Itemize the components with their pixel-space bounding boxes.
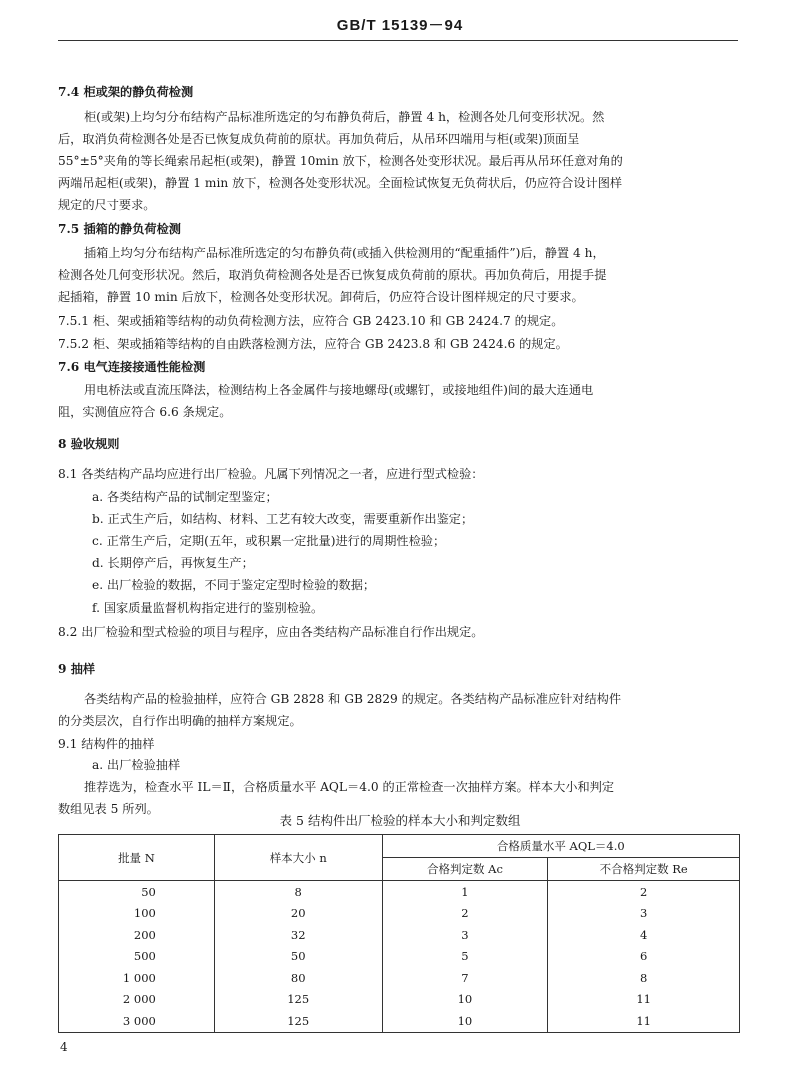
cell-sample-size: 20 (214, 903, 382, 925)
text-line: 8.2 出厂检验和型式检验的项目与程序，应由各类结构产品标准自行作出规定。 (58, 625, 484, 639)
text-line: a. 各类结构产品的试制定型鉴定； (92, 490, 278, 504)
header-sample-size: 样本大小 n (214, 835, 382, 881)
cell-ac: 7 (382, 967, 548, 989)
cell-batch: 50 (59, 881, 215, 903)
cell-re: 2 (548, 881, 740, 903)
table-row (59, 946, 740, 968)
header-re: 不合格判定数 Re (548, 858, 740, 881)
text-line: 规定的尺寸要求。 (58, 198, 156, 212)
header-aql: 合格质量水平 AQL＝4.0 (382, 835, 739, 858)
cell-sample-size: 50 (214, 946, 382, 968)
cell-batch: 500 (59, 946, 215, 968)
cell-batch: 100 (59, 903, 215, 925)
text-line: d. 长期停产后，再恢复生产； (92, 556, 254, 570)
section-heading: 7.6 电气连接接通性能检测 (58, 360, 206, 374)
section-heading: 9 抽样 (58, 662, 96, 676)
cell-sample-size: 125 (214, 989, 382, 1011)
text-line: a. 出厂检验抽样 (92, 758, 181, 772)
table-row (59, 903, 740, 925)
cell-batch: 2 000 (59, 989, 215, 1011)
cell-re: 11 (548, 1010, 740, 1032)
text-line: 9.1 结构件的抽样 (58, 737, 155, 751)
header-batch: 批量 N (59, 835, 215, 881)
text-line: 55°±5°夹角的等长绳索吊起柜(或架)，静置 10min 放下，检测各处变形状况。最后再从吊环任意对角的 (58, 154, 623, 168)
text-line: 插箱上均匀分布结构产品标准所选定的匀布静负荷(或插入供检测用的“配重插件”)后，静置 4 h， (84, 246, 605, 260)
text-line: 检测各处几何变形状况。然后，取消负荷检测各处是否已恢复成负荷前的原状。再加负荷后，用提手提 (58, 268, 607, 282)
text-line: c. 正常生产后，定期(五年，或积累一定批量)进行的周期性检验； (92, 534, 446, 548)
table-row (59, 924, 740, 946)
cell-re: 3 (548, 903, 740, 925)
text-line: 的分类层次，自行作出明确的抽样方案规定。 (58, 714, 302, 728)
cell-batch: 200 (59, 924, 215, 946)
table-caption: 表 5 结构件出厂检验的样本大小和判定数组 (279, 813, 521, 828)
text-line: e. 出厂检验的数据，不同于鉴定定型时检验的数据； (92, 578, 376, 592)
cell-ac: 1 (382, 881, 548, 903)
cell-re: 4 (548, 924, 740, 946)
text-line: f. 国家质量监督机构指定进行的鉴别检验。 (92, 601, 324, 615)
text-line: 两端吊起柜(或架)，静置 1 min 放下，检测各处变形状况。全面检试恢复无负荷状后，仍应符合设计图样 (58, 176, 623, 190)
cell-re: 11 (548, 989, 740, 1011)
text-line: 用电桥法或直流压降法，检测结构上各金属件与接地螺母(或螺钉，或接地组件)间的最大连通电 (84, 383, 594, 397)
table-row (59, 967, 740, 989)
section-heading: 7.5 插箱的静负荷检测 (58, 222, 181, 236)
cell-sample-size: 32 (214, 924, 382, 946)
cell-ac: 10 (382, 1010, 548, 1032)
text-line: 7.5.2 柜、架或插箱等结构的自由跌落检测方法，应符合 GB 2423.8 和 GB 2424.6 的规定。 (58, 337, 568, 351)
document-header: GB/T 15139－94 (336, 17, 464, 34)
table-row (59, 881, 740, 903)
section-heading: 8 验收规则 (58, 437, 120, 451)
cell-sample-size: 125 (214, 1010, 382, 1032)
text-line: 起插箱，静置 10 min 后放下，检测各处变形状况。卸荷后，仍应符合设计图样规定的尺寸要求。 (58, 290, 584, 304)
cell-ac: 2 (382, 903, 548, 925)
text-line: 柜(或架)上均匀分布结构产品标准所选定的匀布静负荷后，静置 4 h，检测各处几何变形状况。然 (84, 110, 605, 124)
text-line: 推荐选为，检查水平 IL＝Ⅱ，合格质量水平 AQL＝4.0 的正常检查一次抽样方案。样本大小和判定 (84, 780, 615, 794)
text-line: 后，取消负荷检测各处是否已恢复成负荷前的原状。再加负荷后，从吊环四端用与柜(或架)顶面呈 (58, 132, 580, 146)
text-line: 数组见表 5 所列。 (58, 802, 159, 816)
cell-sample-size: 8 (214, 881, 382, 903)
text-line: 7.5.1 柜、架或插箱等结构的动负荷检测方法，应符合 GB 2423.10 和 GB 2424.7 的规定。 (58, 314, 564, 328)
table-row (59, 989, 740, 1011)
cell-batch: 3 000 (59, 1010, 215, 1032)
table-row (59, 1010, 740, 1032)
sampling-table (58, 834, 740, 1033)
text-line: 各类结构产品的检验抽样，应符合 GB 2828 和 GB 2829 的规定。各类结构产品标准应针对结构件 (84, 692, 622, 706)
header-rule (58, 40, 738, 41)
cell-batch: 1 000 (59, 967, 215, 989)
page-number: 4 (60, 1040, 68, 1054)
text-line: 8.1 各类结构产品均应进行出厂检验。凡属下列情况之一者，应进行型式检验： (58, 467, 484, 481)
text-line: b. 正式生产后，如结构、材料、工艺有较大改变，需要重新作出鉴定； (92, 512, 474, 526)
cell-sample-size: 80 (214, 967, 382, 989)
cell-ac: 3 (382, 924, 548, 946)
text-line: 阻，实测值应符合 6.6 条规定。 (58, 405, 232, 419)
cell-re: 8 (548, 967, 740, 989)
section-heading: 7.4 柜或架的静负荷检测 (58, 85, 194, 99)
header-ac: 合格判定数 Ac (382, 858, 548, 881)
cell-re: 6 (548, 946, 740, 968)
cell-ac: 10 (382, 989, 548, 1011)
cell-ac: 5 (382, 946, 548, 968)
